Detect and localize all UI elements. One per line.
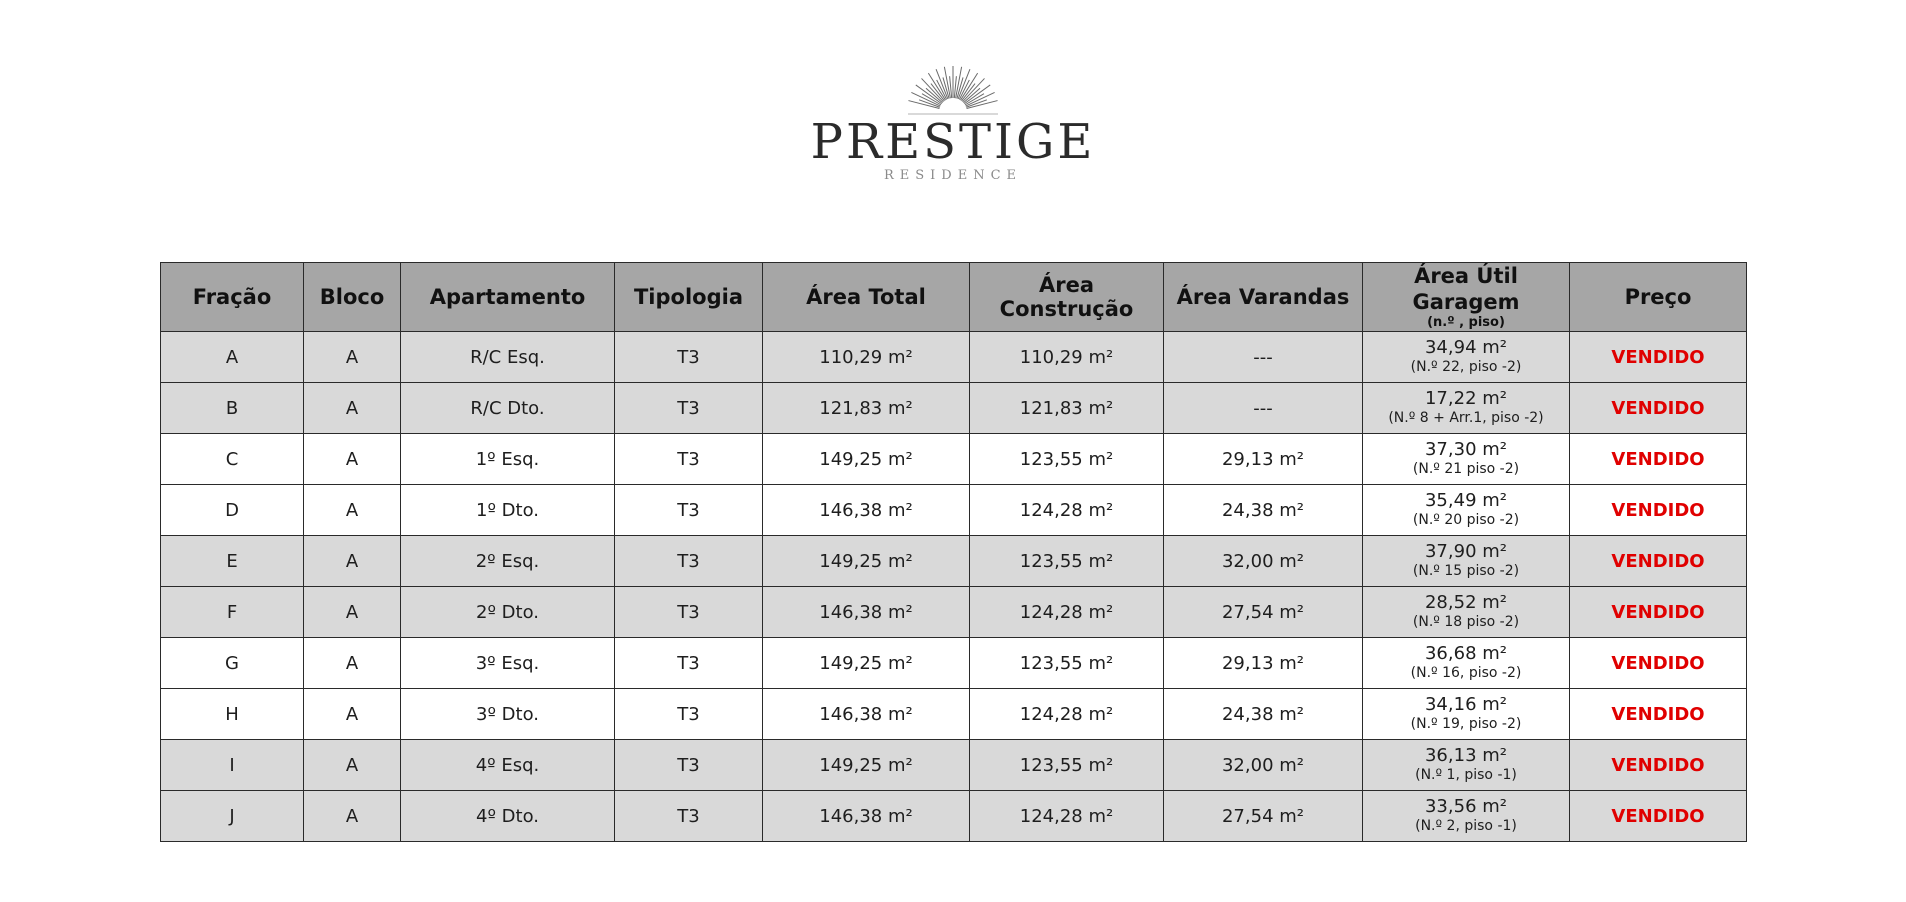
cell-fracao: C	[161, 434, 304, 485]
cell-apartamento: 3º Dto.	[401, 689, 615, 740]
garagem-area: 37,90 m²	[1424, 541, 1507, 562]
cell-area-varandas: ---	[1164, 332, 1363, 383]
cell-apartamento: 4º Esq.	[401, 740, 615, 791]
cell-area-construcao: 110,29 m²	[970, 332, 1164, 383]
header-area-varandas: Área Varandas	[1164, 263, 1363, 332]
cell-area-total: 149,25 m²	[763, 740, 970, 791]
cell-area-total: 149,25 m²	[763, 434, 970, 485]
cell-area-garagem	[1363, 740, 1570, 791]
cell-area-construcao: 124,28 m²	[970, 791, 1164, 842]
cell-area-construcao: 123,55 m²	[970, 536, 1164, 587]
cell-fracao: D	[161, 485, 304, 536]
cell-tipologia: T3	[615, 332, 763, 383]
cell-fracao: G	[161, 638, 304, 689]
garagem-spot: (N.º 21 piso -2)	[1412, 461, 1520, 477]
cell-tipologia: T3	[615, 485, 763, 536]
cell-area-garagem	[1363, 536, 1570, 587]
cell-bloco: A	[304, 485, 401, 536]
garagem-area: 33,56 m²	[1424, 796, 1507, 817]
cell-area-varandas: 24,38 m²	[1164, 485, 1363, 536]
cell-bloco: A	[304, 638, 401, 689]
status-badge-vendido: VENDIDO	[1570, 740, 1747, 791]
cell-area-varandas: 29,13 m²	[1164, 638, 1363, 689]
cell-bloco: A	[304, 383, 401, 434]
brand-name: PRESTIGE	[810, 114, 1096, 170]
garagem-area: 17,22 m²	[1424, 388, 1507, 409]
cell-area-total: 121,83 m²	[763, 383, 970, 434]
cell-apartamento: 4º Dto.	[401, 791, 615, 842]
status-badge-vendido: VENDIDO	[1570, 485, 1747, 536]
garagem-area: 28,52 m²	[1424, 592, 1507, 613]
cell-area-garagem	[1363, 434, 1570, 485]
status-badge-vendido: VENDIDO	[1570, 638, 1747, 689]
cell-tipologia: T3	[615, 791, 763, 842]
garagem-area: 36,13 m²	[1424, 745, 1507, 766]
header-area-garagem	[1363, 263, 1570, 332]
garagem-area: 35,49 m²	[1424, 490, 1507, 511]
table-row	[161, 791, 1747, 842]
cell-apartamento: R/C Dto.	[401, 383, 615, 434]
table-row	[161, 587, 1747, 638]
cell-area-construcao: 123,55 m²	[970, 740, 1164, 791]
cell-fracao: E	[161, 536, 304, 587]
cell-area-construcao: 123,55 m²	[970, 434, 1164, 485]
cell-fracao: B	[161, 383, 304, 434]
units-table	[160, 262, 1747, 842]
cell-area-construcao: 121,83 m²	[970, 383, 1164, 434]
garagem-spot: (N.º 16, piso -2)	[1410, 665, 1522, 681]
cell-bloco: A	[304, 434, 401, 485]
cell-fracao: A	[161, 332, 304, 383]
cell-tipologia: T3	[615, 434, 763, 485]
cell-bloco: A	[304, 587, 401, 638]
brand-logo	[0, 60, 1906, 184]
cell-apartamento: 3º Esq.	[401, 638, 615, 689]
table-row	[161, 485, 1747, 536]
cell-tipologia: T3	[615, 740, 763, 791]
header-fracao: Fração	[161, 263, 304, 332]
cell-area-varandas: 24,38 m²	[1164, 689, 1363, 740]
cell-area-total: 110,29 m²	[763, 332, 970, 383]
cell-area-construcao: 124,28 m²	[970, 485, 1164, 536]
cell-area-total: 149,25 m²	[763, 638, 970, 689]
cell-apartamento: 1º Esq.	[401, 434, 615, 485]
garagem-area: 34,16 m²	[1424, 694, 1507, 715]
garagem-spot: (N.º 2, piso -1)	[1415, 818, 1517, 834]
cell-apartamento: 2º Dto.	[401, 587, 615, 638]
table-row	[161, 383, 1747, 434]
status-badge-vendido: VENDIDO	[1570, 791, 1747, 842]
cell-fracao: J	[161, 791, 304, 842]
cell-apartamento: R/C Esq.	[401, 332, 615, 383]
header-preco: Preço	[1570, 263, 1747, 332]
garagem-spot: (N.º 22, piso -2)	[1410, 359, 1522, 375]
cell-area-total: 146,38 m²	[763, 587, 970, 638]
cell-apartamento: 1º Dto.	[401, 485, 615, 536]
cell-area-construcao: 123,55 m²	[970, 638, 1164, 689]
header-bloco: Bloco	[304, 263, 401, 332]
cell-area-varandas: 27,54 m²	[1164, 791, 1363, 842]
cell-area-garagem	[1363, 485, 1570, 536]
table-row	[161, 740, 1747, 791]
status-badge-vendido: VENDIDO	[1570, 689, 1747, 740]
status-badge-vendido: VENDIDO	[1570, 536, 1747, 587]
status-badge-vendido: VENDIDO	[1570, 383, 1747, 434]
garagem-spot: (N.º 8 + Arr.1, piso -2)	[1388, 410, 1544, 426]
garagem-spot: (N.º 1, piso -1)	[1415, 767, 1517, 783]
cell-area-construcao: 124,28 m²	[970, 689, 1164, 740]
table-row	[161, 638, 1747, 689]
cell-tipologia: T3	[615, 587, 763, 638]
cell-area-garagem	[1363, 689, 1570, 740]
garagem-spot: (N.º 19, piso -2)	[1410, 716, 1522, 732]
cell-area-garagem	[1363, 383, 1570, 434]
cell-area-garagem	[1363, 587, 1570, 638]
cell-tipologia: T3	[615, 536, 763, 587]
cell-bloco: A	[304, 740, 401, 791]
cell-area-total: 146,38 m²	[763, 791, 970, 842]
header-area-garagem-sub: (n.º , piso)	[1427, 315, 1505, 330]
cell-fracao: I	[161, 740, 304, 791]
cell-area-total: 146,38 m²	[763, 689, 970, 740]
garagem-area: 37,30 m²	[1424, 439, 1507, 460]
cell-area-total: 149,25 m²	[763, 536, 970, 587]
cell-tipologia: T3	[615, 638, 763, 689]
cell-area-garagem	[1363, 332, 1570, 383]
cell-fracao: F	[161, 587, 304, 638]
garagem-spot: (N.º 18 piso -2)	[1412, 614, 1520, 630]
header-area-total: Área Total	[763, 263, 970, 332]
cell-area-varandas: 27,54 m²	[1164, 587, 1363, 638]
status-badge-vendido: VENDIDO	[1570, 587, 1747, 638]
cell-tipologia: T3	[615, 383, 763, 434]
cell-bloco: A	[304, 332, 401, 383]
cell-area-garagem	[1363, 791, 1570, 842]
garagem-area: 34,94 m²	[1424, 337, 1507, 358]
status-badge-vendido: VENDIDO	[1570, 434, 1747, 485]
table-row	[161, 332, 1747, 383]
cell-area-varandas: 29,13 m²	[1164, 434, 1363, 485]
table-row	[161, 434, 1747, 485]
cell-fracao: H	[161, 689, 304, 740]
table-body	[161, 332, 1747, 842]
table-row	[161, 536, 1747, 587]
cell-area-varandas: 32,00 m²	[1164, 740, 1363, 791]
garagem-area: 36,68 m²	[1424, 643, 1507, 664]
cell-tipologia: T3	[615, 689, 763, 740]
garagem-spot: (N.º 20 piso -2)	[1412, 512, 1520, 528]
cell-area-garagem	[1363, 638, 1570, 689]
table-header-row	[161, 263, 1747, 332]
cell-bloco: A	[304, 689, 401, 740]
header-apartamento: Apartamento	[401, 263, 615, 332]
cell-area-construcao: 124,28 m²	[970, 587, 1164, 638]
cell-area-varandas: ---	[1164, 383, 1363, 434]
header-area-construcao: Área Construção	[970, 263, 1164, 332]
header-tipologia: Tipologia	[615, 263, 763, 332]
brand-subtitle: RESIDENCE	[883, 168, 1023, 183]
garagem-spot: (N.º 15 piso -2)	[1412, 563, 1520, 579]
cell-apartamento: 2º Esq.	[401, 536, 615, 587]
sunburst-logo-icon	[898, 60, 1008, 120]
header-area-garagem-label: Área Útil Garagem	[1412, 264, 1520, 314]
cell-area-total: 146,38 m²	[763, 485, 970, 536]
cell-bloco: A	[304, 536, 401, 587]
cell-bloco: A	[304, 791, 401, 842]
table-row	[161, 689, 1747, 740]
cell-area-varandas: 32,00 m²	[1164, 536, 1363, 587]
status-badge-vendido: VENDIDO	[1570, 332, 1747, 383]
